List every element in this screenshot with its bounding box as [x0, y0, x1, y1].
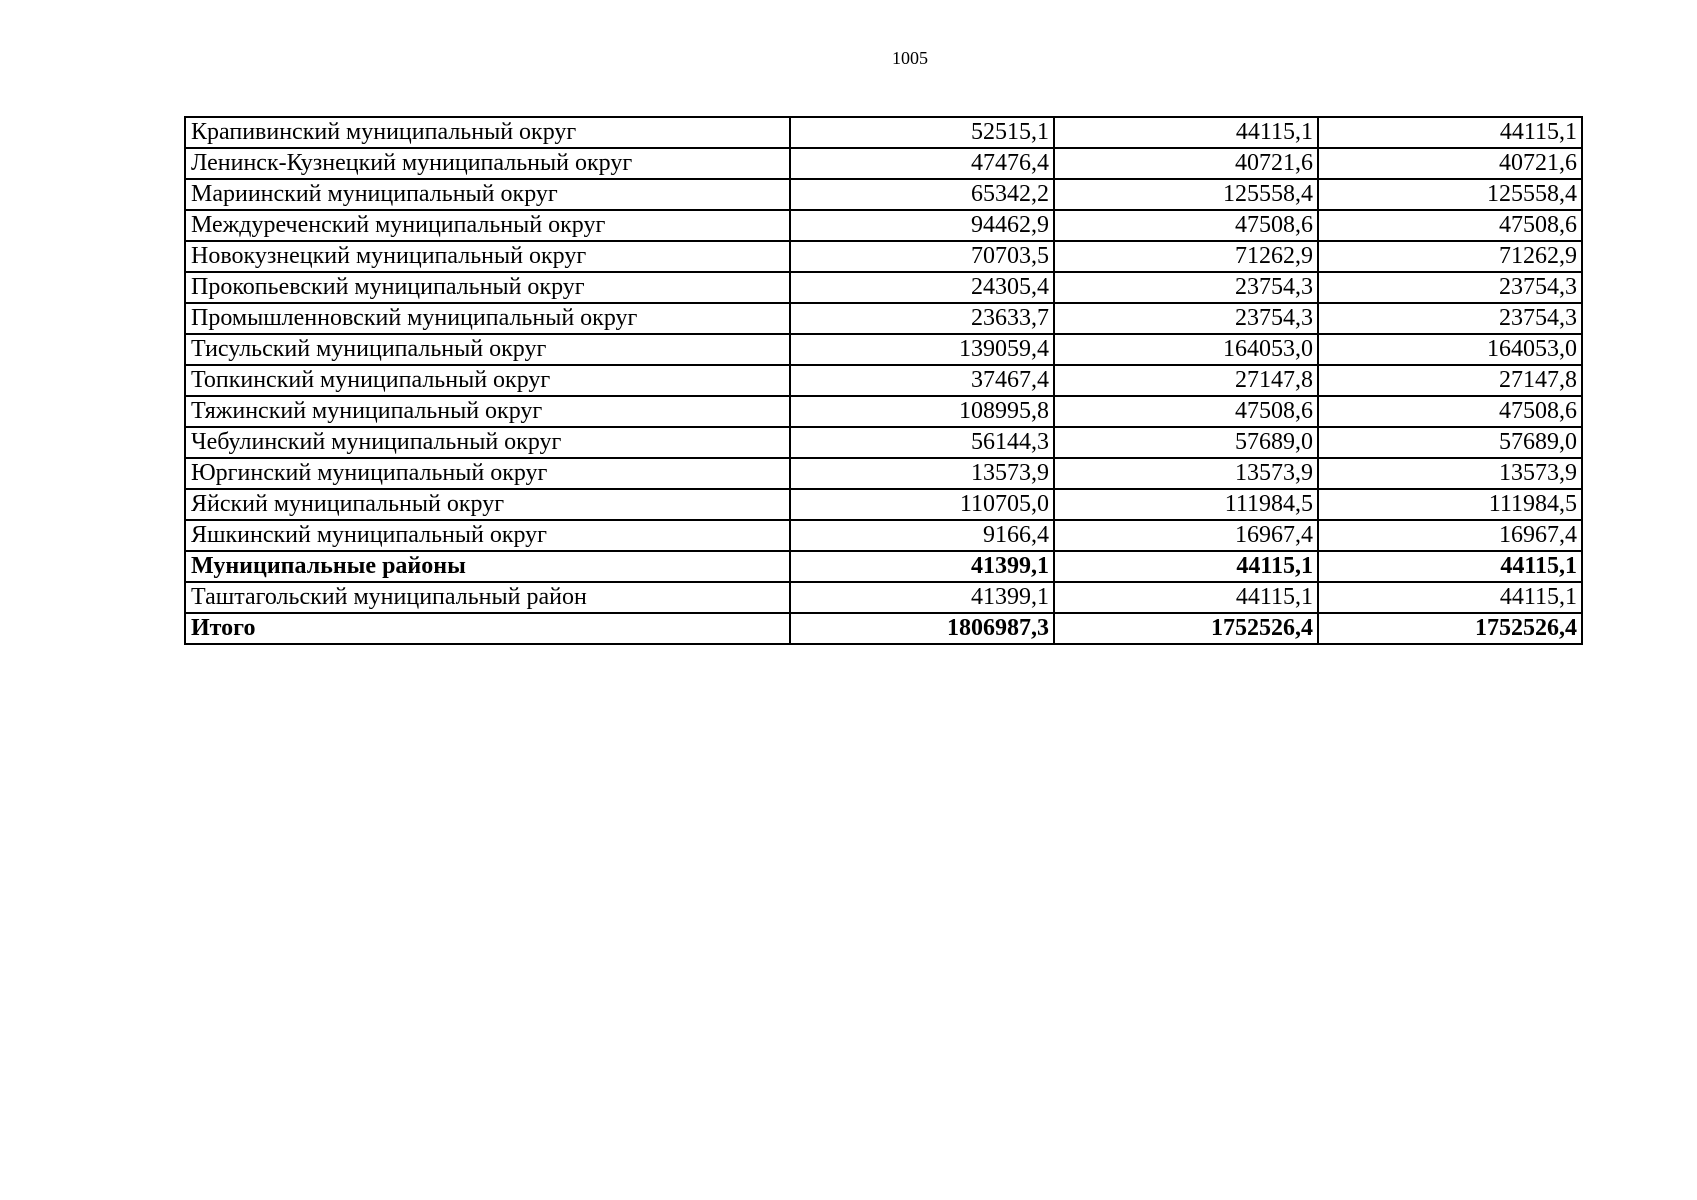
row-value-1-cell: 37467,4: [790, 365, 1054, 396]
row-value-1-cell: 23633,7: [790, 303, 1054, 334]
table-row: [185, 179, 1582, 210]
row-name-cell: Ленинск-Кузнецкий муниципальный округ: [185, 148, 790, 179]
row-value-2-cell: 47508,6: [1054, 210, 1318, 241]
row-value-2-cell: 44115,1: [1054, 117, 1318, 148]
row-value-2-cell: 47508,6: [1054, 396, 1318, 427]
row-name-cell: Топкинский муниципальный округ: [185, 365, 790, 396]
row-value-2-cell: 44115,1: [1054, 551, 1318, 582]
table-row: [185, 148, 1582, 179]
row-value-2-cell: 23754,3: [1054, 272, 1318, 303]
row-name-cell: Яшкинский муниципальный округ: [185, 520, 790, 551]
row-value-3-cell: 44115,1: [1318, 551, 1582, 582]
row-value-2-cell: 23754,3: [1054, 303, 1318, 334]
row-value-3-cell: 23754,3: [1318, 272, 1582, 303]
row-value-3-cell: 13573,9: [1318, 458, 1582, 489]
row-value-3-cell: 57689,0: [1318, 427, 1582, 458]
row-value-2-cell: 13573,9: [1054, 458, 1318, 489]
table-row: [185, 427, 1582, 458]
table-row: [185, 272, 1582, 303]
table-row: [185, 551, 1582, 582]
row-value-1-cell: 65342,2: [790, 179, 1054, 210]
row-value-3-cell: 16967,4: [1318, 520, 1582, 551]
row-value-1-cell: 24305,4: [790, 272, 1054, 303]
row-value-2-cell: 111984,5: [1054, 489, 1318, 520]
row-value-2-cell: 164053,0: [1054, 334, 1318, 365]
row-value-3-cell: 40721,6: [1318, 148, 1582, 179]
table-row: [185, 365, 1582, 396]
row-value-1-cell: 56144,3: [790, 427, 1054, 458]
row-value-1-cell: 108995,8: [790, 396, 1054, 427]
row-name-cell: Таштагольский муниципальный район: [185, 582, 790, 613]
row-value-3-cell: 44115,1: [1318, 117, 1582, 148]
row-value-3-cell: 47508,6: [1318, 396, 1582, 427]
row-value-1-cell: 41399,1: [790, 551, 1054, 582]
row-value-1-cell: 13573,9: [790, 458, 1054, 489]
row-name-cell: Итого: [185, 613, 790, 644]
row-value-2-cell: 125558,4: [1054, 179, 1318, 210]
table-row: [185, 520, 1582, 551]
row-value-3-cell: 164053,0: [1318, 334, 1582, 365]
table-body: [185, 117, 1582, 644]
row-value-3-cell: 1752526,4: [1318, 613, 1582, 644]
table-row: [185, 458, 1582, 489]
row-value-2-cell: 71262,9: [1054, 241, 1318, 272]
table-row: [185, 334, 1582, 365]
row-name-cell: Тисульский муниципальный округ: [185, 334, 790, 365]
row-name-cell: Яйский муниципальный округ: [185, 489, 790, 520]
row-value-3-cell: 23754,3: [1318, 303, 1582, 334]
table-row: [185, 582, 1582, 613]
row-value-3-cell: 125558,4: [1318, 179, 1582, 210]
row-value-3-cell: 71262,9: [1318, 241, 1582, 272]
row-value-1-cell: 70703,5: [790, 241, 1054, 272]
row-value-3-cell: 44115,1: [1318, 582, 1582, 613]
row-value-1-cell: 94462,9: [790, 210, 1054, 241]
table-row: [185, 241, 1582, 272]
row-name-cell: Чебулинский муниципальный округ: [185, 427, 790, 458]
row-value-1-cell: 47476,4: [790, 148, 1054, 179]
row-name-cell: Муниципальные районы: [185, 551, 790, 582]
row-name-cell: Крапивинский муниципальный округ: [185, 117, 790, 148]
row-value-2-cell: 1752526,4: [1054, 613, 1318, 644]
row-value-2-cell: 16967,4: [1054, 520, 1318, 551]
table-row: [185, 613, 1582, 644]
table-row: [185, 117, 1582, 148]
row-name-cell: Тяжинский муниципальный округ: [185, 396, 790, 427]
row-name-cell: Новокузнецкий муниципальный округ: [185, 241, 790, 272]
table-row: [185, 396, 1582, 427]
table-row: [185, 489, 1582, 520]
row-value-3-cell: 27147,8: [1318, 365, 1582, 396]
row-value-1-cell: 41399,1: [790, 582, 1054, 613]
table-row: [185, 303, 1582, 334]
row-value-2-cell: 27147,8: [1054, 365, 1318, 396]
row-name-cell: Междуреченский муниципальный округ: [185, 210, 790, 241]
table-row: [185, 210, 1582, 241]
row-value-2-cell: 57689,0: [1054, 427, 1318, 458]
row-value-3-cell: 47508,6: [1318, 210, 1582, 241]
row-value-1-cell: 1806987,3: [790, 613, 1054, 644]
row-value-3-cell: 111984,5: [1318, 489, 1582, 520]
budget-table: [184, 116, 1583, 645]
row-value-1-cell: 9166,4: [790, 520, 1054, 551]
row-name-cell: Прокопьевский муниципальный округ: [185, 272, 790, 303]
row-value-2-cell: 40721,6: [1054, 148, 1318, 179]
row-name-cell: Промышленновский муниципальный округ: [185, 303, 790, 334]
row-value-1-cell: 139059,4: [790, 334, 1054, 365]
row-value-1-cell: 52515,1: [790, 117, 1054, 148]
row-name-cell: Юргинский муниципальный округ: [185, 458, 790, 489]
row-value-1-cell: 110705,0: [790, 489, 1054, 520]
page-number: 1005: [892, 48, 928, 68]
row-name-cell: Мариинский муниципальный округ: [185, 179, 790, 210]
row-value-2-cell: 44115,1: [1054, 582, 1318, 613]
